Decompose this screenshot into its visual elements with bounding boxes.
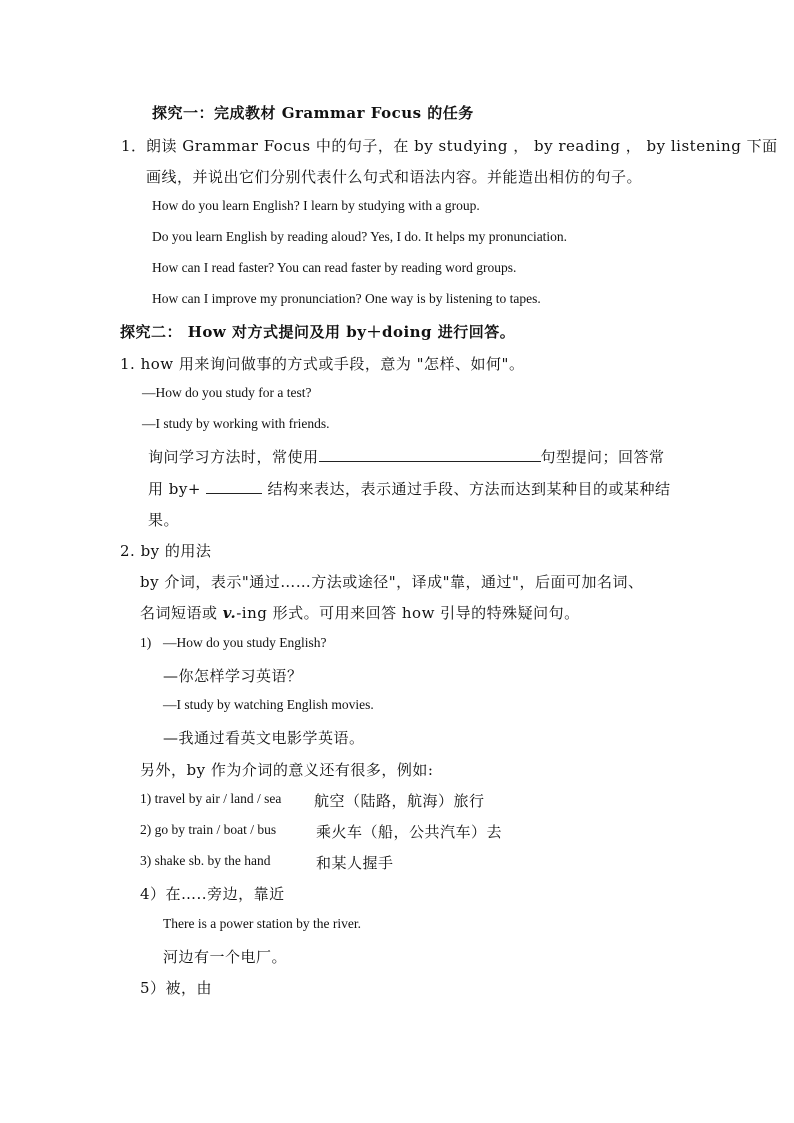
usage-phrase: 1) travel by air / land / sea (140, 791, 282, 806)
usage-text: -ing 形式。可用来回答 how 引导的特殊疑问句。 (236, 604, 580, 622)
fill-text: 询问学习方法时，常使用 (148, 448, 319, 466)
more-meanings-intro: 另外，by 作为介词的意义还有很多，例如: (140, 761, 434, 779)
dialog-answer: —I study by working with friends. (142, 416, 330, 431)
example-sentence: How can I read faster? You can read faster by reading word groups. (152, 260, 517, 275)
example-answer: —I study by watching English movies. (163, 697, 374, 712)
fill-in-line-2 (148, 478, 671, 499)
fill-text: 句型提问；回答常 (540, 448, 665, 466)
usage-verb-abbr: v. (222, 604, 237, 622)
usage-translation: 乘火车（船，公共汽车）去 (316, 823, 503, 841)
usage-text: 名词短语或 (140, 604, 223, 622)
example-sentence: How can I improve my pronunciation? One way is by listening to tapes. (152, 291, 541, 306)
example-question: —How do you study English? (163, 635, 327, 650)
fill-in-line-1 (148, 446, 665, 467)
fill-text: 用 by+ (148, 480, 201, 498)
section-two-heading: 探究二： How 对方式提问及用 by＋doing 进行回答。 (120, 323, 516, 341)
example-sentence: Do you learn English by reading aloud? Yes, I do. It helps my pronunciation. (152, 229, 568, 244)
usage-phrase: 2) go by train / boat / bus (140, 822, 277, 837)
usage-translation: 航空（陆路，航海）旅行 (314, 792, 485, 810)
fill-in-line-3: 果。 (148, 511, 180, 529)
task-number: 1． (121, 137, 147, 155)
usage-phrase: 3) shake sb. by the hand (140, 853, 271, 868)
usage-beside: 4）在…..旁边，靠近 (140, 885, 285, 903)
usage-translation: 和某人握手 (316, 854, 394, 872)
point-one-title: 1. how 用来询问做事的方式或手段，意为 "怎样、如何"。 (120, 355, 525, 373)
dialog-question: —How do you study for a test? (142, 385, 312, 400)
example-sentence: How do you learn English? I learn by studying with a group. (152, 198, 480, 213)
by-usage-line-1: by 介词，表示"通过……方法或途径"，译成"靠，通过"，后面可加名词、 (140, 573, 644, 591)
by-usage-line-2 (140, 602, 580, 623)
usage-beside-example: There is a power station by the river. (163, 916, 361, 931)
example-question-translation: —你怎样学习英语？ (163, 667, 303, 685)
answer-blank[interactable] (206, 479, 262, 494)
usage-beside-translation: 河边有一个电厂。 (163, 948, 288, 966)
section-one-heading: 探究一：完成教材 Grammar Focus 的任务 (152, 104, 474, 122)
point-two-title: 2. by 的用法 (120, 542, 212, 560)
fill-text: 结构来表达，表示通过手段、方法而达到某种目的或某种结 (267, 480, 671, 498)
answer-blank[interactable] (319, 447, 541, 462)
task-instruction-line-1: 朗读 Grammar Focus 中的句子，在 by studying ， by reading ， by listening 下面 (146, 137, 778, 155)
task-instruction-line-2: 画线，并说出它们分别代表什么句式和语法内容。并能造出相仿的句子。 (146, 168, 643, 186)
example-number: 1) (140, 635, 152, 650)
example-answer-translation: —我通过看英文电影学英语。 (163, 729, 365, 747)
usage-passive: 5）被，由 (140, 979, 213, 997)
